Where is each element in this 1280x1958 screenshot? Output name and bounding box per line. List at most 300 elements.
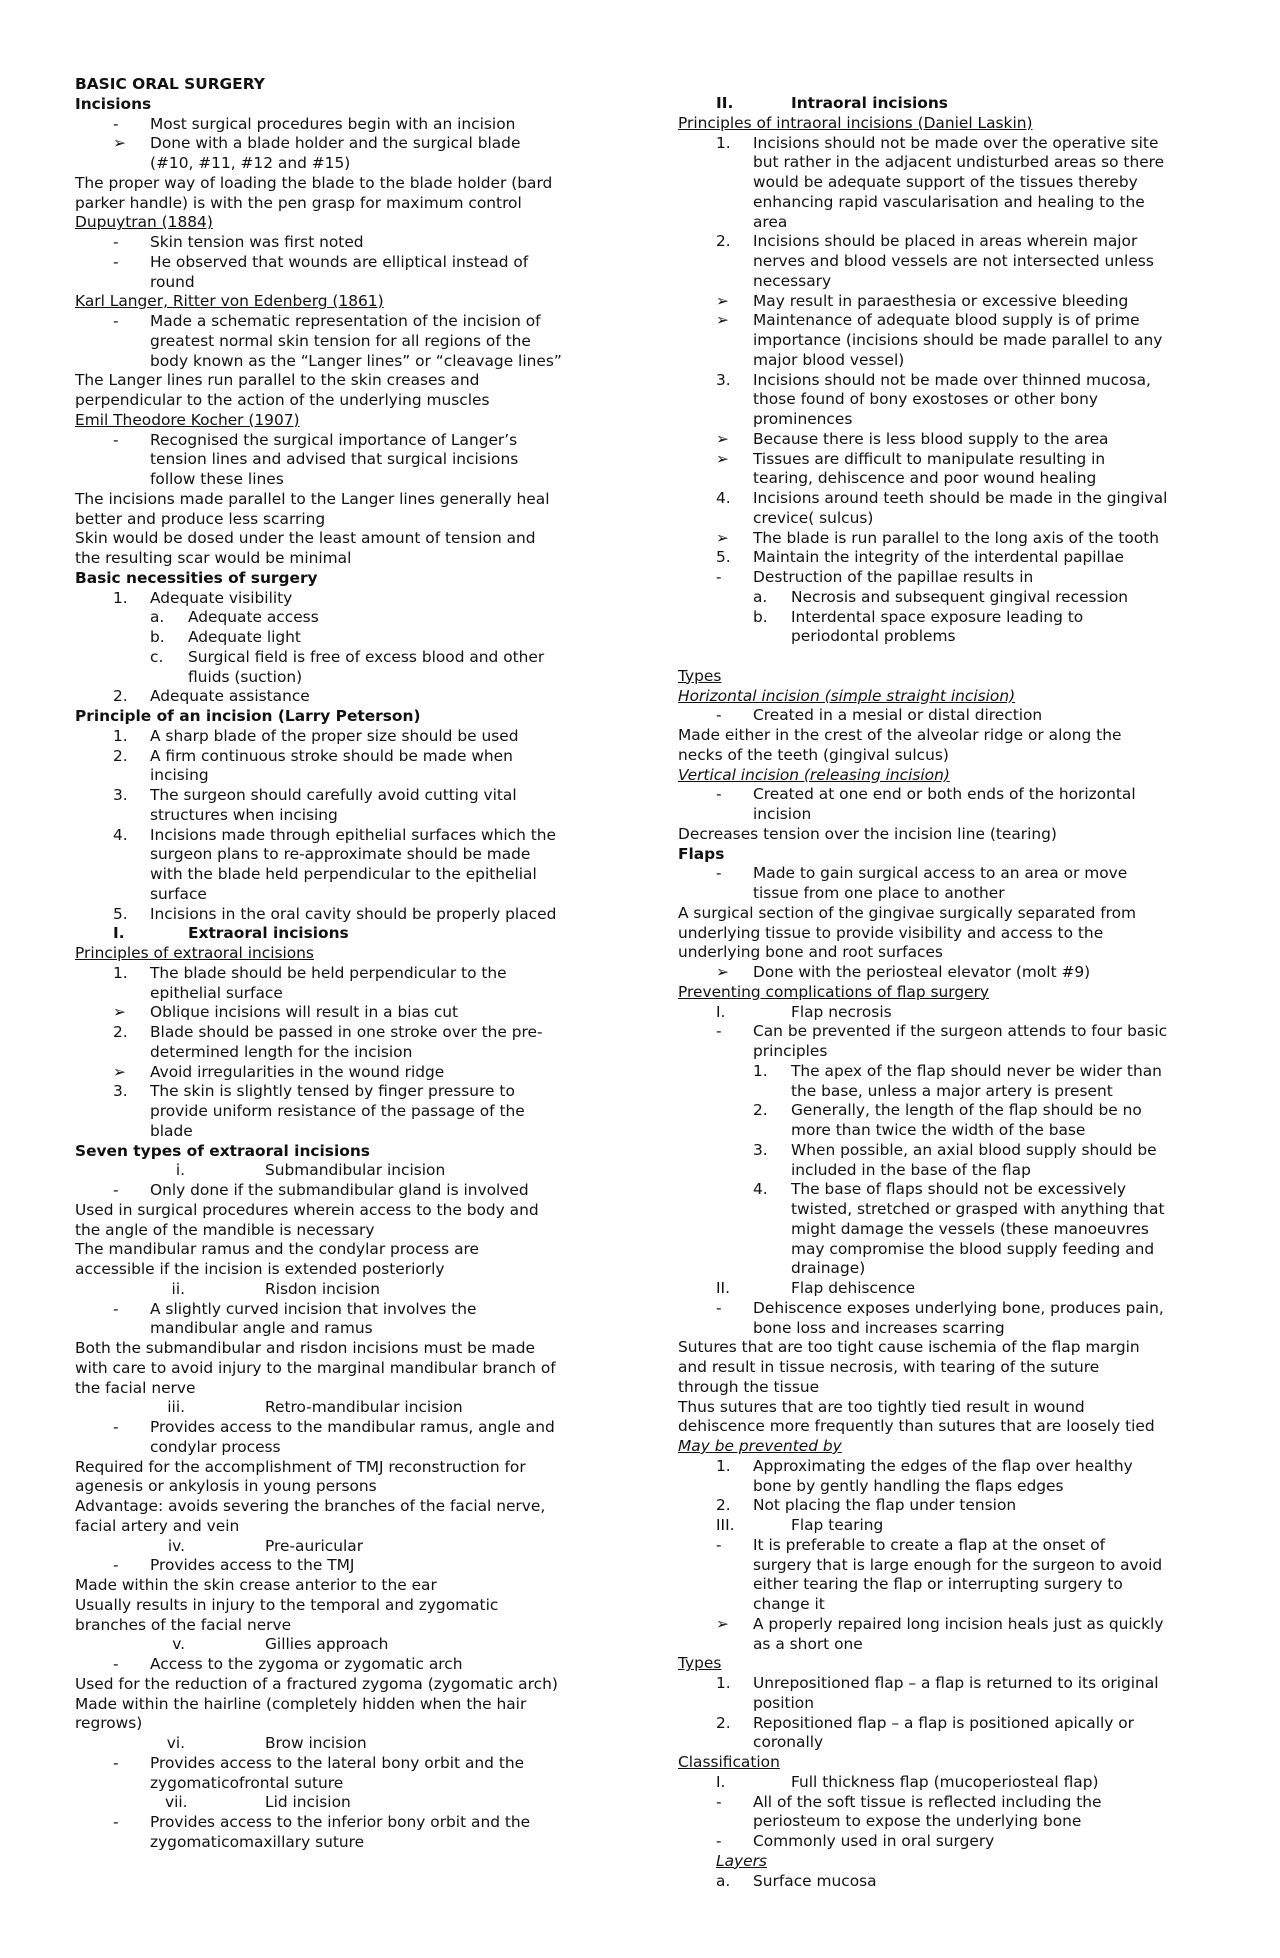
text-line xyxy=(75,510,615,530)
list-marker: 1. xyxy=(716,1674,731,1692)
text-line xyxy=(678,509,1223,529)
line-text: It is preferable to create a flap at the onset of xyxy=(753,1535,1106,1554)
text-line xyxy=(678,173,1223,193)
line-text: parker handle) is with the pen grasp for maximum control xyxy=(75,193,522,212)
text-line xyxy=(678,1062,1223,1082)
line-text: more than twice the width of the base xyxy=(791,1121,1086,1139)
line-text: Adequate visibility xyxy=(150,588,293,607)
list-marker: - xyxy=(716,706,722,725)
text-line xyxy=(75,1063,615,1083)
line-text: Made to gain surgical access to an area or move xyxy=(753,864,1128,883)
line-text: periosteum to expose the underlying bone xyxy=(753,1812,1082,1831)
line-text: Pre-auricular xyxy=(265,1536,364,1555)
line-text: Made either in the crest of the alveolar ridge or along the xyxy=(678,726,1122,744)
list-marker: I. xyxy=(716,1002,726,1021)
text-line xyxy=(75,1418,615,1438)
text-line xyxy=(75,569,615,589)
list-marker: 3. xyxy=(113,786,128,804)
text-line xyxy=(75,1774,615,1794)
text-line xyxy=(678,1852,1223,1872)
line-text: Incisions should not be made over the operative site xyxy=(753,133,1159,152)
text-line xyxy=(75,233,615,253)
list-marker: b. xyxy=(753,607,768,626)
line-text: condylar process xyxy=(150,1437,281,1456)
list-marker: a. xyxy=(753,587,768,606)
line-text: Full thickness flap (mucoperiosteal flap) xyxy=(791,1772,1099,1791)
text-line xyxy=(678,845,1223,865)
list-marker: 2. xyxy=(716,1713,731,1732)
line-text: All of the soft tissue is reflected including the xyxy=(753,1792,1102,1811)
text-line xyxy=(75,431,615,451)
line-text: and result in tissue necrosis, with tearing of the suture xyxy=(678,1358,1100,1376)
text-line xyxy=(678,647,1223,667)
text-line xyxy=(678,785,1223,805)
text-line xyxy=(678,1635,1223,1655)
text-line xyxy=(678,1714,1223,1734)
text-line xyxy=(678,272,1223,292)
text-line xyxy=(75,1221,615,1241)
line-text: tension lines and advised that surgical incisions xyxy=(150,450,519,469)
list-marker: 1. xyxy=(753,1061,768,1080)
text-line xyxy=(75,1438,615,1458)
line-text: either tearing the flap or interrupting surgery to xyxy=(753,1575,1123,1594)
list-marker: 5. xyxy=(113,904,128,923)
line-text: included in the base of the flap xyxy=(791,1160,1031,1179)
list-marker: II. xyxy=(716,1279,730,1297)
line-text: Horizontal incision (simple straight incision) xyxy=(678,686,1016,705)
line-text: Incisions made through epithelial surfaces which the xyxy=(150,825,557,844)
list-marker: 2. xyxy=(113,687,128,706)
text-line xyxy=(678,292,1223,312)
text-line xyxy=(75,826,615,846)
line-text: the facial nerve xyxy=(75,1378,196,1397)
list-marker: - xyxy=(716,1535,722,1554)
text-line xyxy=(678,1674,1223,1694)
text-line xyxy=(75,1596,615,1616)
text-line xyxy=(75,490,615,510)
text-line xyxy=(75,885,615,905)
text-line xyxy=(678,1437,1223,1457)
text-line xyxy=(75,608,615,628)
line-text: Types xyxy=(678,666,722,685)
list-marker: 1. xyxy=(113,588,128,607)
text-line xyxy=(75,786,615,806)
line-text: Oblique incisions will result in a bias cut xyxy=(150,1003,459,1022)
list-marker: - xyxy=(113,1556,119,1575)
line-text: Necrosis and subsequent gingival recession xyxy=(791,587,1129,606)
line-text: perpendicular to the action of the underlying muscles xyxy=(75,391,490,409)
list-marker: - xyxy=(113,233,119,251)
text-line xyxy=(678,469,1223,489)
list-marker: c. xyxy=(150,647,164,666)
line-text: Commonly used in oral surgery xyxy=(753,1832,995,1850)
text-line xyxy=(75,589,615,609)
line-text: area xyxy=(753,212,788,231)
text-line xyxy=(75,1201,615,1221)
text-line xyxy=(75,411,615,431)
line-text: Maintenance of adequate blood supply is of prime xyxy=(753,311,1140,330)
list-marker: - xyxy=(113,1813,119,1831)
text-line xyxy=(75,253,615,273)
text-line xyxy=(75,1102,615,1122)
line-text: Submandibular incision xyxy=(265,1161,446,1180)
line-text: surgery that is large enough for the surgeon to avoid xyxy=(753,1555,1163,1574)
line-text: might damage the vessels (these manoeuvres xyxy=(791,1219,1149,1238)
text-line xyxy=(75,1556,615,1576)
text-line xyxy=(678,1200,1223,1220)
text-line xyxy=(75,213,615,233)
text-line xyxy=(678,1358,1223,1378)
line-text: The incisions made parallel to the Langer lines generally heal xyxy=(75,489,550,508)
text-line xyxy=(678,1872,1223,1892)
text-line xyxy=(678,1793,1223,1813)
line-text: Incisions in the oral cavity should be properly placed xyxy=(150,904,557,923)
text-line xyxy=(678,1003,1223,1023)
list-marker: - xyxy=(113,252,119,271)
text-line xyxy=(75,194,615,214)
line-text: Incisions should be placed in areas wherein major xyxy=(753,232,1138,251)
line-text: underlying bone and root surfaces xyxy=(678,943,943,962)
text-line xyxy=(678,153,1223,173)
line-text: underlying tissue to provide visibility and access to the xyxy=(678,923,1104,942)
line-text: Recognised the surgical importance of Langer’s xyxy=(150,430,518,449)
list-marker: ➢ xyxy=(113,134,126,153)
line-text: agenesis or ankylosis in young persons xyxy=(75,1477,377,1496)
text-line xyxy=(75,95,615,115)
line-text: Done with the periosteal elevator (molt #9) xyxy=(753,963,1091,981)
list-marker: II. xyxy=(716,94,734,112)
text-line xyxy=(678,1832,1223,1852)
line-text: A properly repaired long incision heals just as quickly xyxy=(753,1614,1164,1633)
text-line xyxy=(75,747,615,767)
text-line xyxy=(678,114,1223,134)
text-line xyxy=(678,529,1223,549)
text-line xyxy=(75,1122,615,1142)
text-line xyxy=(678,213,1223,233)
text-line xyxy=(75,1655,615,1675)
text-line xyxy=(678,963,1223,983)
line-text: Provides access to the inferior bony orbit and the xyxy=(150,1813,531,1831)
text-line xyxy=(678,410,1223,430)
line-text: Only done if the submandibular gland is involved xyxy=(150,1181,529,1199)
text-line xyxy=(75,905,615,925)
line-text: bone loss and increases scarring xyxy=(753,1318,1005,1337)
list-marker: 3. xyxy=(716,370,731,389)
line-text: The Langer lines run parallel to the skin creases and xyxy=(75,371,480,390)
line-text: Risdon incision xyxy=(265,1279,381,1298)
text-line xyxy=(678,1773,1223,1793)
line-text: structures when incising xyxy=(150,805,338,824)
line-text: Basic necessities of surgery xyxy=(75,568,318,587)
text-line xyxy=(75,470,615,490)
text-line xyxy=(75,628,615,648)
text-line xyxy=(75,1398,615,1418)
line-text: with the blade held perpendicular to the epithelial xyxy=(150,865,537,883)
text-line xyxy=(678,430,1223,450)
list-marker: i. xyxy=(175,1161,185,1180)
line-text: Provides access to the TMJ xyxy=(150,1556,355,1575)
line-text: Used for the reduction of a fractured zygoma (zygomatic arch) xyxy=(75,1674,558,1693)
line-text: Flap tearing xyxy=(791,1516,884,1534)
list-marker: ➢ xyxy=(716,1614,729,1633)
text-line xyxy=(678,1615,1223,1635)
line-text: crevice( sulcus) xyxy=(753,508,874,527)
line-text: Access to the zygoma or zygomatic arch xyxy=(150,1655,463,1673)
line-text: drainage) xyxy=(791,1259,866,1278)
text-line xyxy=(678,568,1223,588)
line-text: The blade should be held perpendicular to the xyxy=(150,963,507,982)
line-text: Incisions should not be made over thinned mucosa, xyxy=(753,370,1151,389)
line-text: Principles of extraoral incisions xyxy=(75,944,314,962)
list-marker: 2. xyxy=(716,232,731,251)
text-line xyxy=(75,1142,615,1162)
line-text: better and produce less scarring xyxy=(75,509,326,528)
text-line xyxy=(75,75,615,95)
list-marker: ➢ xyxy=(716,291,729,310)
list-marker: 3. xyxy=(753,1140,768,1159)
text-line xyxy=(678,1516,1223,1536)
text-line xyxy=(75,1339,615,1359)
line-text: Created at one end or both ends of the horizontal xyxy=(753,785,1136,804)
list-marker: ii. xyxy=(171,1279,185,1298)
text-line xyxy=(75,332,615,352)
line-text: The base of flaps should not be excessively xyxy=(791,1180,1126,1199)
line-text: prominences xyxy=(753,410,853,428)
text-line xyxy=(678,1654,1223,1674)
list-marker: 2. xyxy=(113,1023,128,1041)
text-line xyxy=(678,1299,1223,1319)
line-text: major blood vessel) xyxy=(753,350,905,369)
text-line xyxy=(75,766,615,786)
list-marker: ➢ xyxy=(716,963,729,981)
line-text: Created in a mesial or distal direction xyxy=(753,706,1043,725)
line-text: Destruction of the papillae results in xyxy=(753,568,1034,586)
line-text: Not placing the flap under tension xyxy=(753,1496,1017,1515)
text-line xyxy=(678,1319,1223,1339)
line-text: Adequate access xyxy=(188,608,319,627)
line-text: Most surgical procedures begin with an incision xyxy=(150,114,516,133)
list-marker: I. xyxy=(113,924,125,943)
text-line xyxy=(75,1379,615,1399)
line-text: would be adequate support of the tissues thereby xyxy=(753,173,1138,191)
line-text: may compromise the blood supply feeding and xyxy=(791,1239,1155,1258)
list-marker: 3. xyxy=(113,1082,128,1101)
text-line xyxy=(678,1279,1223,1299)
list-marker: - xyxy=(113,1299,119,1318)
line-text: Because there is less blood supply to the area xyxy=(753,429,1109,448)
list-marker: I. xyxy=(716,1772,726,1791)
list-marker: vi. xyxy=(166,1734,185,1752)
list-marker: - xyxy=(113,312,119,330)
line-text: enhancing rapid vascularisation and healing to the xyxy=(753,192,1145,211)
line-text: Interdental space exposure leading to xyxy=(791,607,1084,626)
text-line xyxy=(75,1023,615,1043)
text-line xyxy=(75,1082,615,1102)
text-line xyxy=(678,94,1223,114)
line-text: Dupuytran (1884) xyxy=(75,213,213,232)
text-line xyxy=(75,806,615,826)
text-line xyxy=(678,371,1223,391)
line-text: Sutures that are too tight cause ischemia of the flap margin xyxy=(678,1338,1140,1357)
text-line xyxy=(75,1260,615,1280)
text-line xyxy=(75,292,615,312)
list-marker: III. xyxy=(716,1516,735,1534)
list-marker: ➢ xyxy=(113,1062,126,1081)
line-text: Decreases tension over the incision line (tearing) xyxy=(678,824,1057,843)
line-text: Gillies approach xyxy=(265,1635,389,1654)
text-line xyxy=(678,1180,1223,1200)
text-line xyxy=(678,1694,1223,1714)
line-text: provide uniform resistance of the passage of the xyxy=(150,1102,525,1120)
line-text: Unrepositioned flap – a flap is returned to its original xyxy=(753,1674,1159,1692)
list-marker: a. xyxy=(150,608,165,627)
text-line xyxy=(678,627,1223,647)
text-line xyxy=(75,1043,615,1063)
list-marker: - xyxy=(113,1418,119,1436)
list-marker: - xyxy=(716,568,722,586)
list-marker: 2. xyxy=(113,746,128,765)
line-text: He observed that wounds are elliptical instead of xyxy=(150,252,529,271)
list-marker: 1. xyxy=(716,1456,731,1475)
line-text: The skin is slightly tensed by finger pressure to xyxy=(150,1082,515,1101)
line-text: Principle of an incision (Larry Peterson) xyxy=(75,707,421,725)
text-line xyxy=(678,1477,1223,1497)
text-line xyxy=(678,390,1223,410)
text-line xyxy=(75,1181,615,1201)
line-text: coronally xyxy=(753,1733,824,1752)
text-line xyxy=(678,825,1223,845)
line-text: blade xyxy=(150,1121,193,1140)
line-text: Done with a blade holder and the surgical blade xyxy=(150,134,521,153)
text-line xyxy=(75,1714,615,1734)
line-text: the angle of the mandible is necessary xyxy=(75,1220,375,1239)
line-text: greatest normal skin tension for all regions of the xyxy=(150,331,531,350)
line-text: Provides access to the mandibular ramus, angle and xyxy=(150,1418,555,1436)
list-marker: - xyxy=(716,785,722,804)
line-text: When possible, an axial blood supply should be xyxy=(791,1140,1157,1159)
text-line xyxy=(678,667,1223,687)
line-text: The apex of the flap should never be wider than xyxy=(791,1061,1162,1080)
line-text: BASIC ORAL SURGERY xyxy=(75,75,265,93)
text-line xyxy=(75,1003,615,1023)
line-text: May be prevented by xyxy=(678,1437,842,1455)
line-text: Retro-mandibular incision xyxy=(265,1398,463,1417)
right-column xyxy=(678,0,1223,1891)
text-line xyxy=(75,154,615,174)
line-text: Brow incision xyxy=(265,1734,367,1752)
text-line xyxy=(678,548,1223,568)
text-line xyxy=(75,944,615,964)
text-line xyxy=(678,608,1223,628)
line-text: Flap necrosis xyxy=(791,1002,892,1021)
text-line xyxy=(678,1141,1223,1161)
line-text: Vertical incision (releasing incision) xyxy=(678,765,950,784)
text-line xyxy=(75,1793,615,1813)
list-marker: - xyxy=(113,1753,119,1772)
line-text: Thus sutures that are too tightly tied result in wound xyxy=(678,1397,1085,1416)
list-marker: - xyxy=(716,1298,722,1317)
line-text: round xyxy=(150,272,195,291)
line-text: Flap dehiscence xyxy=(791,1279,916,1297)
line-text: fluids (suction) xyxy=(188,667,303,686)
text-line xyxy=(678,1240,1223,1260)
text-line xyxy=(678,1082,1223,1102)
line-text: body known as the “Langer lines” or “cleavage lines” xyxy=(150,351,562,370)
list-marker: ➢ xyxy=(716,528,729,547)
text-line xyxy=(678,943,1223,963)
list-marker: 1. xyxy=(113,963,128,982)
list-marker: - xyxy=(716,864,722,883)
line-text: Made within the skin crease anterior to the ear xyxy=(75,1576,437,1594)
line-text: tearing, dehiscence and poor wound healing xyxy=(753,469,1097,488)
line-text: Both the submandibular and risdon incisions must be made xyxy=(75,1339,535,1357)
line-text: Surface mucosa xyxy=(753,1871,877,1890)
text-line xyxy=(678,1338,1223,1358)
text-line xyxy=(75,1616,615,1636)
text-line xyxy=(75,273,615,293)
text-line xyxy=(75,1675,615,1695)
line-text: Tissues are difficult to manipulate resulting in xyxy=(753,449,1106,468)
list-marker: ➢ xyxy=(716,429,729,448)
line-text: The proper way of loading the blade to the blade holder (bard xyxy=(75,173,553,192)
text-line xyxy=(75,1458,615,1478)
line-text: dehiscence more frequently than sutures that are loosely tied xyxy=(678,1417,1155,1436)
line-text: Extraoral incisions xyxy=(188,924,349,943)
line-text: nerves and blood vessels are not intersected unless xyxy=(753,252,1154,270)
text-line xyxy=(75,1754,615,1774)
line-text: Usually results in injury to the temporal and zygomatic xyxy=(75,1595,499,1614)
text-line xyxy=(678,1121,1223,1141)
line-text: Approximating the edges of the flap over healthy xyxy=(753,1456,1133,1475)
line-text: A surgical section of the gingivae surgically separated from xyxy=(678,903,1137,922)
text-line xyxy=(678,1536,1223,1556)
line-text: accessible if the incision is extended posteriorly xyxy=(75,1260,445,1278)
list-marker: - xyxy=(716,1022,722,1041)
list-marker: v. xyxy=(172,1635,185,1654)
text-line xyxy=(678,1022,1223,1042)
line-text: incising xyxy=(150,766,209,785)
line-text: Used in surgical procedures wherein access to the body and xyxy=(75,1200,539,1219)
line-text: follow these lines xyxy=(150,470,284,488)
text-line xyxy=(75,1635,615,1655)
text-line xyxy=(678,311,1223,331)
text-line xyxy=(75,865,615,885)
line-text: incision xyxy=(753,805,812,823)
text-line xyxy=(678,450,1223,470)
line-text: as a short one xyxy=(753,1634,863,1653)
text-line xyxy=(678,232,1223,252)
text-line xyxy=(75,134,615,154)
list-marker: iii. xyxy=(167,1398,185,1417)
text-line xyxy=(678,884,1223,904)
text-line xyxy=(75,845,615,865)
text-line xyxy=(75,1161,615,1181)
text-line xyxy=(678,687,1223,707)
list-marker: 1. xyxy=(716,133,731,152)
text-line xyxy=(678,924,1223,944)
line-text: bone by gently handling the flaps edges xyxy=(753,1476,1064,1495)
line-text: Preventing complications of flap surgery xyxy=(678,982,990,1001)
line-text: Provides access to the lateral bony orbit and the xyxy=(150,1753,525,1772)
list-marker: 1. xyxy=(113,726,128,745)
line-text: Repositioned flap – a flap is positioned apically or xyxy=(753,1713,1134,1732)
line-text: Adequate assistance xyxy=(150,687,310,706)
text-line xyxy=(678,1417,1223,1437)
text-line xyxy=(678,1575,1223,1595)
line-text: epithelial surface xyxy=(150,983,283,1002)
line-text: Skin would be dosed under the least amount of tension and xyxy=(75,529,536,548)
line-text: position xyxy=(753,1693,814,1712)
